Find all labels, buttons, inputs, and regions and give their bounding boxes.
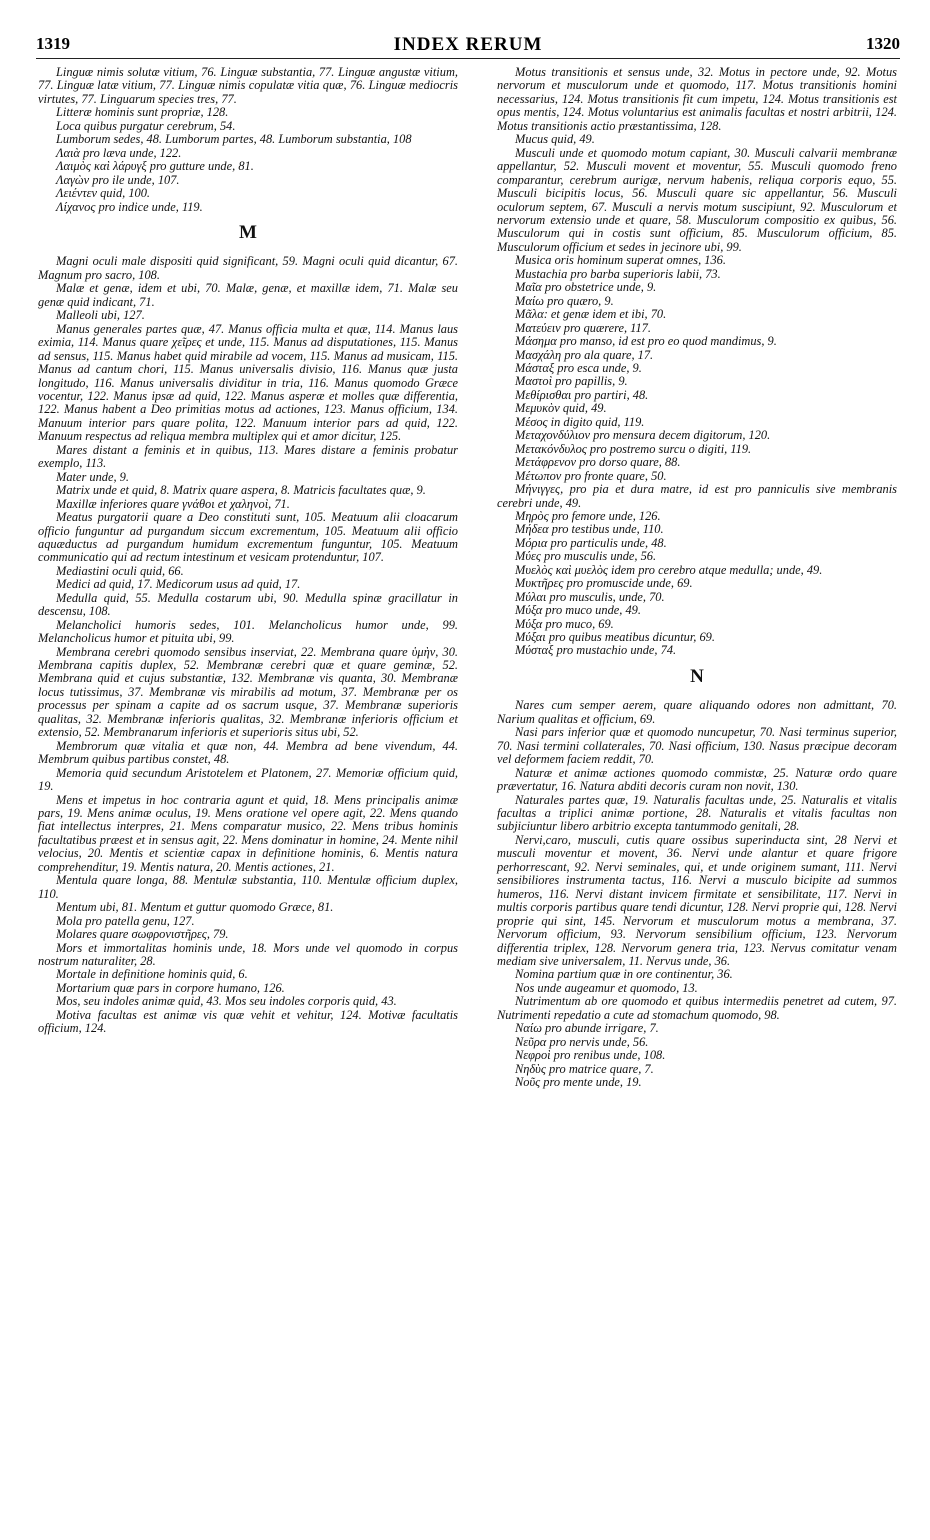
- index-entry: Motiva facultas est animæ vis quæ vehit et vehitur, 124. Motivæ facultatis officium, 124.: [38, 1007, 458, 1036]
- index-entry: Matrix unde et quid, 8. Matrix quare aspera, 8. Matricis facultates quæ, 9.: [56, 483, 426, 498]
- index-entry: Μάσταξ pro esca unde, 9.: [515, 360, 642, 375]
- index-entry: Νεῦρα pro nervis unde, 56.: [515, 1034, 649, 1049]
- index-entry: Μύες pro musculis unde, 56.: [515, 549, 657, 564]
- index-entry: Musculi unde et quomodo motum capiant, 30. Musculi calvarii membranæ appellantur, 52. Musculi movent et moventur, 55. Musculi quomodo freno comparantur, cerebrum aurigæ, nervum habenis, reliqua corporis equo, 55. Musculi bicipitis locus, 56. Musculi quare sic appellantur, 56. Musculi oculorum septem, 67. Musculi a nervis motum suscipiunt, 92. Musculorum et nervorum extensio unde et quare, 58. Musculorum compositio ex quibus, 56. Musculorum qui in costis sunt officium, 85. Musculorum officium, 85. Musculorum officium et sedes in jecinore ubi, 99.: [497, 145, 897, 254]
- index-entry: Λίχανος pro indice unde, 119.: [56, 199, 203, 214]
- index-entry: Μύσταξ pro mustachio unde, 74.: [515, 643, 677, 658]
- index-entry: Medici ad quid, 17. Medicorum usus ad quid, 17.: [56, 577, 301, 592]
- index-entry: Mentum ubi, 81. Mentum et guttur quomodo Græce, 81.: [56, 900, 334, 915]
- index-entry: Μύλαι pro musculis, unde, 70.: [515, 589, 665, 604]
- index-entry: Nos unde augeamur et quomodo, 13.: [515, 980, 698, 995]
- index-entry: Mortale in definitione hominis quid, 6.: [56, 967, 248, 982]
- index-entry: Λαγὼν pro ile unde, 107.: [56, 172, 180, 187]
- index-entry: Memoria quid secundum Aristotelem et Platonem, 27. Memoriæ officium quid, 19.: [38, 765, 458, 794]
- left-page-number: 1319: [36, 34, 70, 53]
- index-entry: Manus generales partes quæ, 47. Manus officia multa et quæ, 114. Manus laus eximia, 114. Manus quare χεῖρες et unde, 115. Manus ad disputationes, 115. Manus ad sensus, 115. Manus habet quid mirabile ad vocem, 115. Manus ad musicam, 115. Manus ad cantum chori, 115. Manus universalis divisio, 116. Manus quæ justa longitudo, 116. Manus universalis dividitur in tria, 116. Manus quomodo Græce vocentur, 122. Manus ipsæ ad quid, 122. Manus asperæ et molles quæ differentia, 122. Manus habent a Deo primitias motus ad actiones, 123. Manus officium, 134. Manuum interior pars quare polita, 122. Manuum interior pars ad quid, 122. Manuum respectus ad reliqua membra multiplex qui et amor dicitur, 125.: [38, 321, 458, 444]
- l-section-entries: [38, 66, 458, 214]
- index-entry: Μασχάλη pro ala quare, 17.: [515, 347, 654, 362]
- index-entry: Μεθίρισθαι pro partiri, 48.: [515, 387, 649, 402]
- index-entry: Melancholici humoris sedes, 101. Melancholicus humor unde, 99. Melancholicus humor et pituita ubi, 99.: [38, 617, 458, 646]
- index-entry: Malæ et genæ, idem et ubi, 70. Malæ, genæ, et maxillæ idem, 71. Malæ seu genæ quid indicant, 71.: [38, 281, 458, 309]
- right-page-number: 1320: [866, 34, 900, 53]
- index-entry: Μετάφρενον pro dorso quare, 88.: [515, 455, 681, 470]
- index-entry: Μαίω pro quæro, 9.: [515, 293, 614, 308]
- index-entry: Musica oris hominum superat omnes, 136.: [515, 253, 726, 268]
- index-entry: Mucus quid, 49.: [515, 132, 595, 147]
- index-entry: Lumborum sedes, 48. Lumborum partes, 48. Lumborum substantia, 108: [56, 132, 412, 147]
- index-entry: Naturales partes quæ, 19. Naturalis facultas unde, 25. Naturalis et vitalis facultas a triplici animæ portione, 28. Naturalis et vitalis facultas non subjiciuntur libero arbitrio excepta tantummodo genitali, 28.: [497, 792, 897, 834]
- page-header: [36, 34, 900, 58]
- index-entry: Νηδὺς pro matrice quare, 7.: [515, 1061, 654, 1076]
- index-entry: Μήδεα pro testibus unde, 110.: [515, 522, 664, 537]
- index-entry: Μᾶλα: et genæ idem et ibi, 70.: [515, 307, 667, 322]
- index-entry: Mater unde, 9.: [56, 469, 129, 484]
- index-entry: Mors et immortalitas hominis unde, 18. Mors unde vel quomodo in corpus nostrum naturaliter, 28.: [38, 940, 458, 968]
- index-entry: Mustachia pro barba superioris labii, 73.: [515, 266, 721, 281]
- m-section-entries-left: [38, 255, 458, 1035]
- index-entry: Malleoli ubi, 127.: [56, 308, 145, 323]
- index-entry: Mentula quare longa, 88. Mentulæ substantia, 110. Mentulæ officium duplex, 110.: [38, 873, 458, 901]
- index-entry: Μύξαι pro quibus meatibus dicuntur, 69.: [515, 630, 715, 645]
- index-entry: Μυκτῆρες pro promuscide unde, 69.: [515, 576, 693, 591]
- index-entry: Νεφροὶ pro renibus unde, 108.: [515, 1048, 666, 1063]
- index-entry: Nervi,caro, musculi, cutis quare ossibus superinducta sint, 28 Nervi et musculi moventur et movent, 36. Nervi unde alantur et quare frigore perhorrescant, 92. Nervi seminales, qui, et unde originem sumant, 111. Nervi sensibiliores instrumenta tactus, 116. Nervi a musculo bicipite ad summos humeros, 116. Nervi distant invicem firmitate et sensibilitate, 117. Nervi in multis corporis partibus quare tendi dicuntur, 128. Nervi proprie qui, 128. Nervi proprie qui sint, 145. Nervorum et musculorum motus a membrana, 37. Nervorum officium, 93. Nervorum sensibilium officium, 123. Nervorum differentia triplex, 128. Nervorum genera tria, 123. Nervus comitatur venam mediam sive universalem, 11. Nervus unde, 36.: [497, 832, 897, 968]
- index-entry: Mola pro patella genu, 127.: [56, 913, 195, 928]
- index-entry: Μέσος in digito quid, 119.: [515, 414, 645, 429]
- index-entry: Nutrimentum ab ore quomodo et quibus intermediis penetret ad cutem, 97. Nutrimenti repedatio a cute ad stomachum quomodo, 98.: [497, 994, 897, 1022]
- index-entry: Μεμυκὸν quid, 49.: [515, 401, 607, 416]
- header-rule: [36, 58, 900, 59]
- index-entry: Membrana cerebri quomodo sensibus inserviat, 22. Membrana quare ὑμὴν, 30. Membrana capitis duplex, 52. Membranæ cerebri quæ et quare geminæ, 52. Membrana quid et cujus substantiæ, 132. Membranæ vis quanta, 30. Membranæ locus tutissimus, 37. Membranæ vis mirabilis ad motum, 37. Membranæ per os processus per spinam a capite ad os sacrum usque, 37. Membranæ superioris qualitas, 32. Membranæ inferioris qualitas, 32. Membranæ inferioris officium et extensio, 52. Membranarum inferioris et superioris situs ubi, 52.: [38, 644, 458, 740]
- index-entry: Motus transitionis et sensus unde, 32. Motus in pectore unde, 92. Motus nervorum et musculorum unde et quomodo, 117. Motus transitionis homini necessarius, 124. Motus transitionis fit cum impetu, 124. Motus transitionis est opus mentis, 124. Motus voluntarius est animalis facultas et nostri arbitrii, 124. Motus transitionis actio præstantissima, 128.: [497, 65, 897, 133]
- index-entry: Membrorum quæ vitalia et quæ non, 44. Membra ad bene vivendum, 44. Membrum quibus partibus constet, 48.: [38, 738, 458, 767]
- index-entry: Μύξα pro muco unde, 49.: [515, 603, 641, 618]
- index-entry: Μήνιγγες, pro pia et dura matre, id est pro panniculis sive membranis cerebri unde, 49.: [497, 482, 897, 510]
- left-column: [38, 66, 458, 1036]
- index-entry: Nomina partium quæ in ore continentur, 36.: [515, 967, 733, 982]
- index-entry: Litteræ hominis sunt propriæ, 128.: [56, 105, 229, 120]
- index-entry: Μαστοὶ pro papillis, 9.: [515, 374, 628, 389]
- section-letter-m: M: [239, 221, 257, 243]
- page-title: INDEX RERUM: [393, 34, 543, 55]
- index-entry: Mares distant a feminis et in quibus, 113. Mares distare a feminis probatur exemplo, 113.: [38, 442, 458, 471]
- index-entry: Μέτωπον pro fronte quare, 50.: [515, 468, 667, 483]
- index-entry: Mos, seu indoles animæ quid, 43. Mos seu indoles corporis quid, 43.: [56, 994, 397, 1009]
- m-section-entries-right: [497, 66, 897, 658]
- index-entry: Ναίω pro abunde irrigare, 7.: [515, 1021, 659, 1036]
- n-section-entries: [497, 699, 897, 1089]
- index-entry: Mortarium quæ pars in corpore humano, 126.: [56, 980, 285, 995]
- index-entry: Λειέντεν quid, 100.: [56, 186, 151, 201]
- index-entry: Nasi pars inferior quæ et quomodo nuncupetur, 70. Nasi terminus superior, 70. Nasi termini collaterales, 70. Nasi officium, 130. Nasus præcipue decoram vel deformem faciem reddit, 70.: [497, 725, 897, 767]
- index-entry: Magni oculi male dispositi quid significant, 59. Magni oculi quid dicantur, 67. Magnum pro sacro, 108.: [38, 254, 458, 282]
- index-entry: Μάσημα pro manso, id est pro eo quod mandimus, 9.: [515, 334, 777, 349]
- index-entry: Molares quare σωφρονιστῆρες, 79.: [56, 927, 229, 942]
- index-entry: Λαιμὸς καὶ λάρυγξ pro gutture unde, 81.: [56, 159, 254, 174]
- index-entry: Meatus purgatorii quare a Deo constituti sunt, 105. Meatuum alii cloacarum officio funguntur ad purgandum siccum excrementum, 105. Meatuum alii officio aquæductus ad purgandum humidum excrementum funguntur, 105. Meatuum communicatio qui ad rectum intestinum et vesicam protenduntur, 107.: [38, 510, 458, 565]
- index-entry: Maxillæ inferiores quare γνάθοι et χαληνοὶ, 71.: [56, 496, 290, 511]
- index-entry: Linguæ nimis solutæ vitium, 76. Linguæ substantia, 77. Linguæ angustæ vitium, 77. Linguæ latæ vitium, 77. Linguæ nimis copulatæ vitia quæ, 76. Linguæ mediocris virtutes, 77. Linguarum species tres, 77.: [38, 65, 458, 106]
- index-entry: Λαιὰ pro læva unde, 122.: [56, 145, 182, 160]
- index-entry: Mens et impetus in hoc contraria agunt et quid, 18. Mens principalis animæ pars, 19. Mens animæ oculus, 19. Mens oratione vel opere agit, 22. Mens quando fiat intellectus interpres, 21. Mens comparatur musico, 22. Mens tribus hominis facultatibus præest et in sensus agit, 22. Mens dominatur in homine, 24. Mente nihil velocius, 20. Mentis et scientiæ capax in definitione hominis, 6. Mentis natura comprehenditur, 19. Mentis natura, 20. Mentis actiones, 21.: [38, 792, 458, 874]
- index-entry: Nares cum semper aerem, quare aliquando odores non admittant, 70. Narium qualitas et officium, 69.: [497, 698, 897, 726]
- index-entry: Μετακόνδυλος pro postremo surcu o digiti, 119.: [515, 441, 752, 456]
- index-entry: Μόρια pro particulis unde, 48.: [515, 535, 667, 550]
- index-entry: Mediastini oculi quid, 66.: [56, 563, 184, 578]
- index-entry: Medulla quid, 55. Medulla costarum ubi, 90. Medulla spinæ gracillatur in descensu, 108.: [38, 590, 458, 619]
- index-entry: Μαῖα pro obstetrice unde, 9.: [515, 280, 657, 295]
- index-entry: Ματεύειν pro quærere, 117.: [515, 320, 651, 335]
- index-entry: Νοῦς pro mente unde, 19.: [515, 1075, 642, 1090]
- index-entry: Μύξα pro muco, 69.: [515, 616, 614, 631]
- right-column: [497, 66, 897, 1090]
- index-entry: Μεταχονδύλιον pro mensura decem digitorum, 120.: [515, 428, 771, 443]
- index-entry: Naturæ et animæ actiones quomodo commistæ, 25. Naturæ ordo quare prævertatur, 16. Natura abditi decoris curam non novit, 130.: [497, 765, 897, 794]
- index-entry: Μηρὸς pro femore unde, 126.: [515, 508, 661, 523]
- section-letter-n: N: [690, 665, 704, 687]
- index-entry: Loca quibus purgatur cerebrum, 54.: [56, 118, 236, 133]
- index-entry: Μυελὸς καὶ μυελὸς idem pro cerebro atque medulla; unde, 49.: [515, 562, 823, 577]
